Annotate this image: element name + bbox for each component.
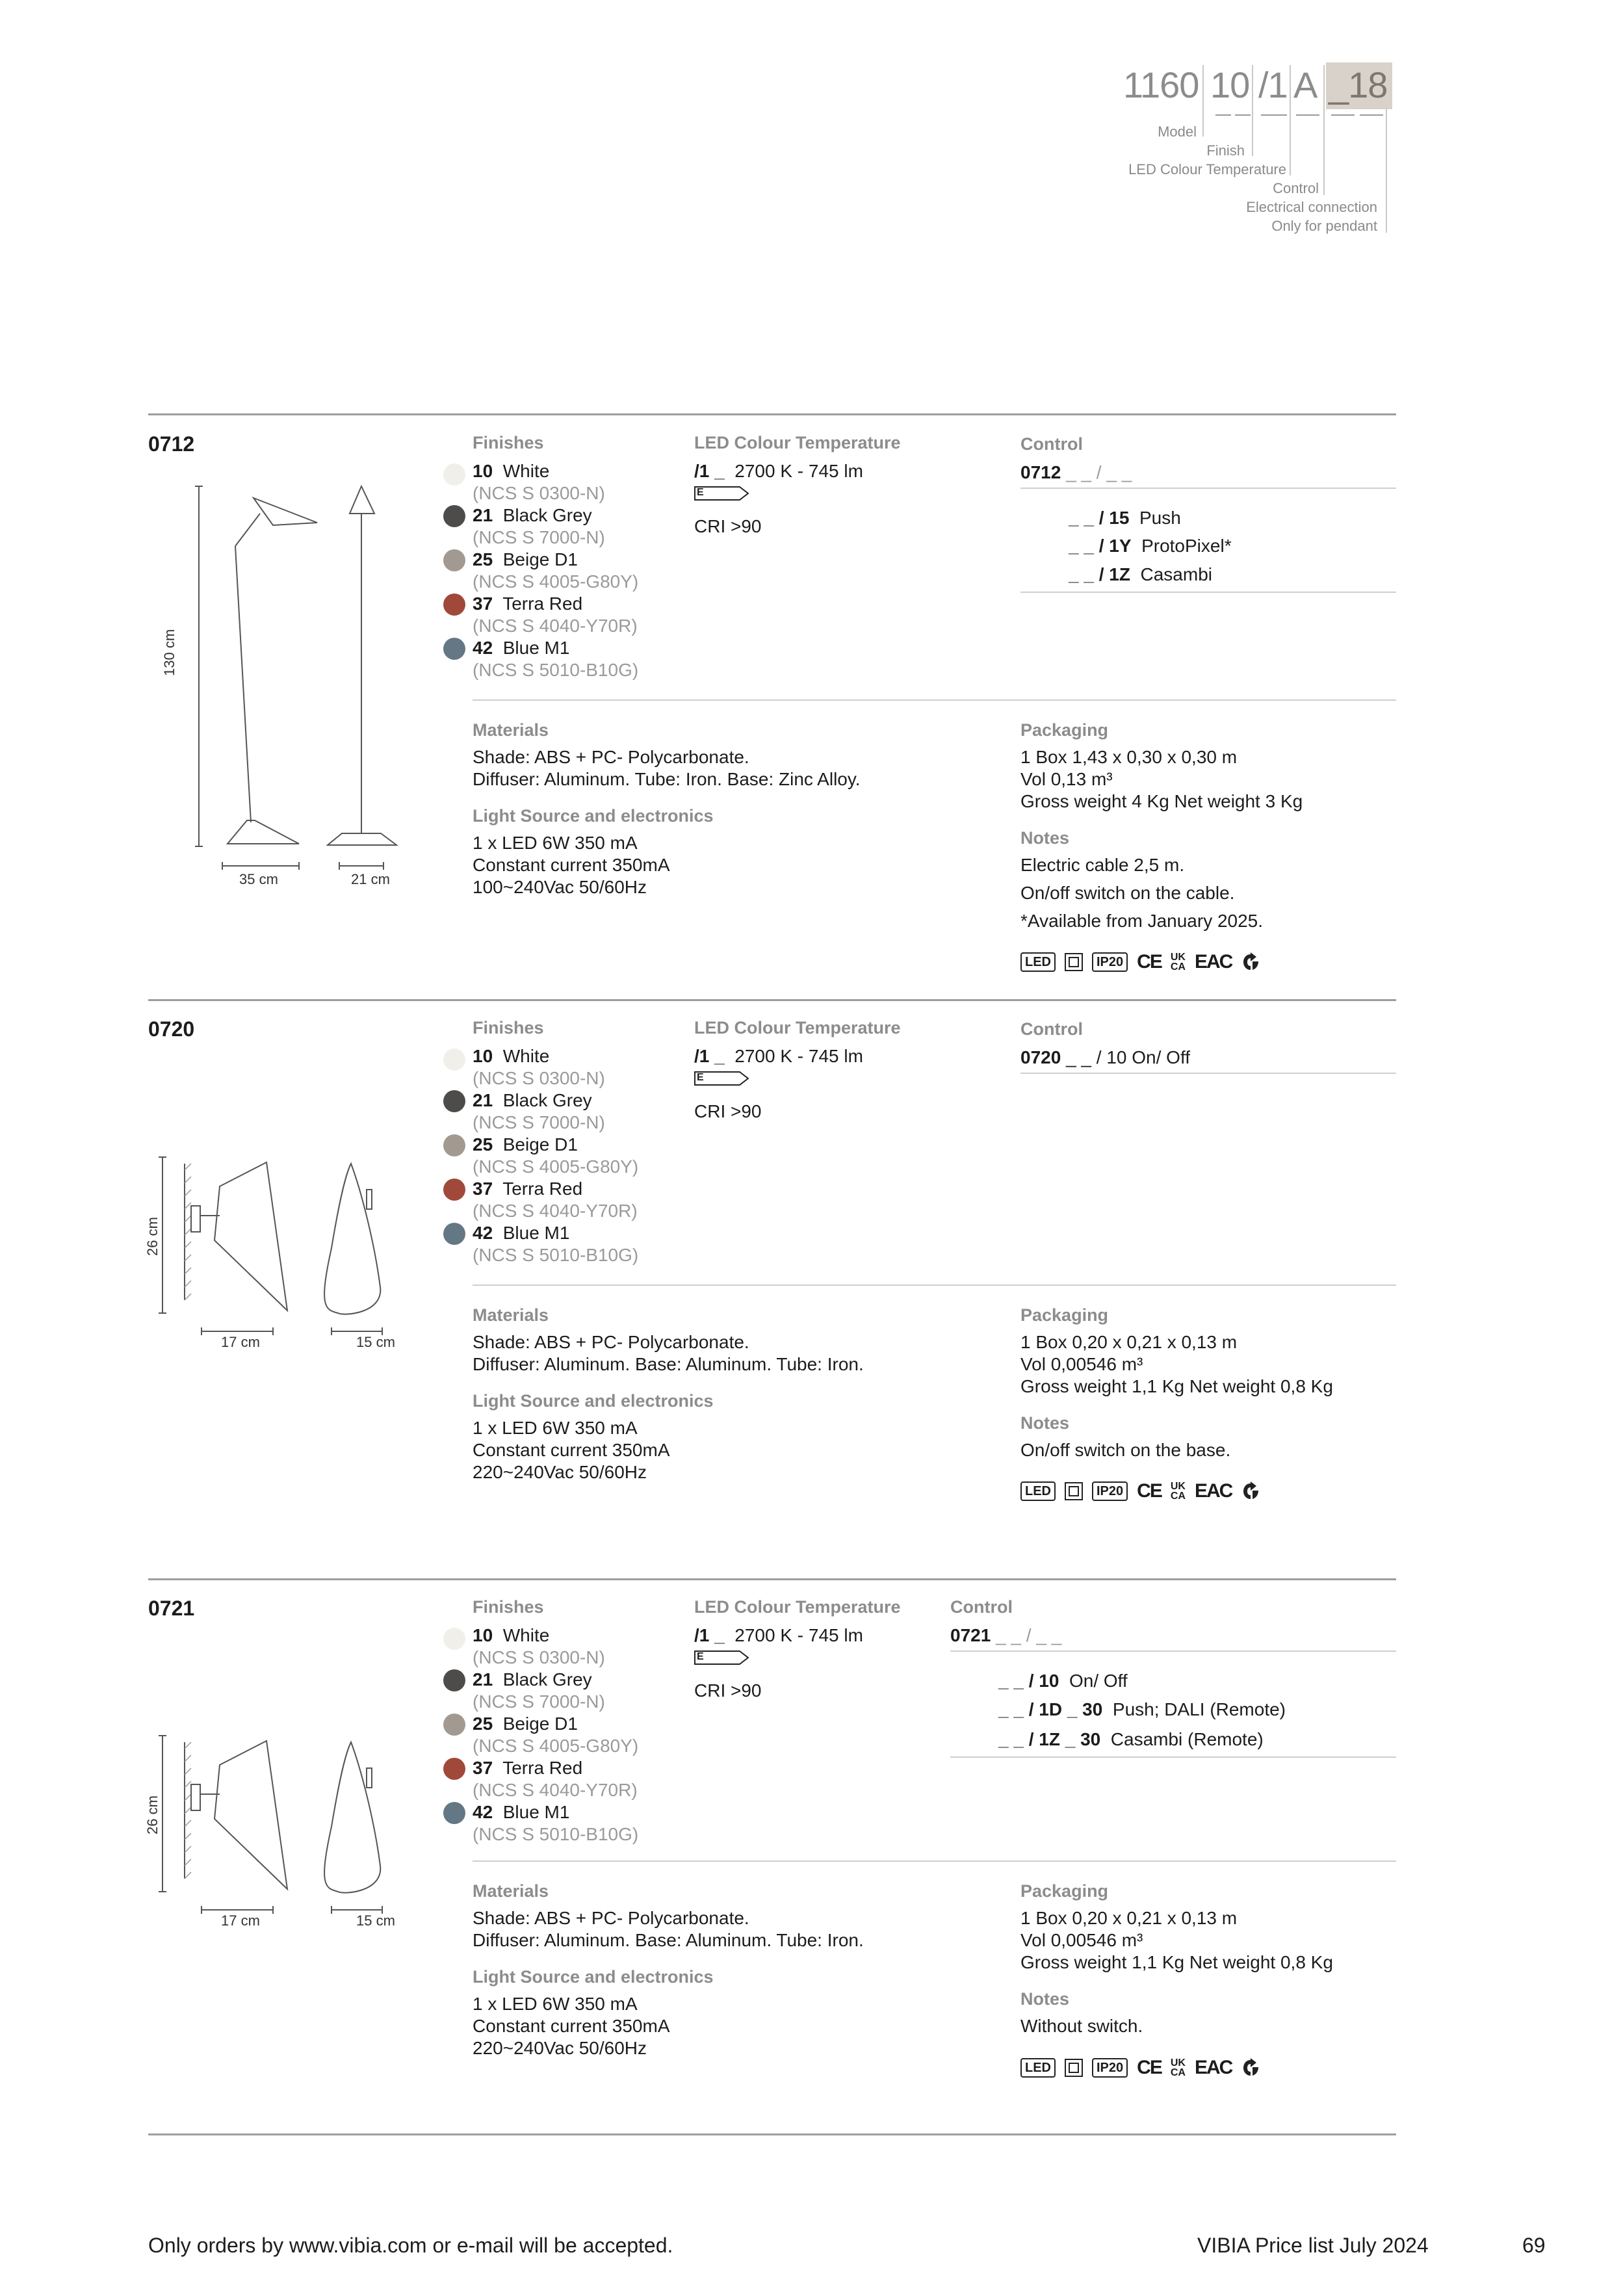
legend-model: Model bbox=[1158, 124, 1197, 140]
led-temp: /1 _ 2700 K - 745 lm bbox=[694, 461, 863, 481]
finishes-label: Finishes bbox=[473, 433, 544, 452]
swatch-beige bbox=[443, 549, 465, 571]
finish-ncs: (NCS S 7000-N) bbox=[473, 1112, 605, 1132]
light-line: 1 x LED 6W 350 mA bbox=[473, 1994, 638, 2014]
materials-line: Diffuser: Aluminum. Base: Aluminum. Tube: Iron. bbox=[473, 1354, 864, 1374]
legend-finish: Finish bbox=[1206, 142, 1245, 159]
ukca-mark: UK CA bbox=[1170, 2057, 1186, 2078]
section-divider bbox=[148, 1578, 1396, 1580]
finish-item: 37 Terra Red bbox=[473, 594, 583, 614]
packaging-line: Gross weight 4 Kg Net weight 3 Kg bbox=[1020, 791, 1303, 811]
legend-led: LED Colour Temperature bbox=[1128, 161, 1286, 177]
energy-class: E bbox=[697, 1651, 704, 1662]
ukca-mark: UK CA bbox=[1170, 952, 1186, 972]
light-line: 1 x LED 6W 350 mA bbox=[473, 1418, 638, 1438]
ce-mark: CE bbox=[1137, 951, 1162, 972]
control-option: _ _ / 1Y ProtoPixel* bbox=[1069, 536, 1232, 556]
swatch-white bbox=[443, 1628, 465, 1650]
code-connection: _18 bbox=[1329, 64, 1388, 105]
energy-class: E bbox=[697, 1072, 704, 1083]
materials-line: Diffuser: Aluminum. Tube: Iron. Base: Zinc Alloy. bbox=[473, 769, 861, 789]
finish-item: 10 White bbox=[473, 1046, 550, 1066]
eac-mark: EAC bbox=[1194, 951, 1232, 972]
led-badge: LED bbox=[1020, 2058, 1056, 2078]
ip20-badge: IP20 bbox=[1092, 952, 1128, 972]
swatch-white bbox=[443, 463, 465, 486]
product-code: 0721 bbox=[148, 1597, 195, 1620]
code-finish: 10 bbox=[1210, 64, 1250, 105]
swatch-blue bbox=[443, 1223, 465, 1245]
notes-line: Electric cable 2,5 m. bbox=[1020, 855, 1185, 875]
materials-label: Materials bbox=[473, 1305, 549, 1325]
packaging-line: 1 Box 0,20 x 0,21 x 0,13 m bbox=[1020, 1332, 1238, 1352]
dim-height: 130 cm bbox=[161, 629, 177, 676]
packaging-line: Gross weight 1,1 Kg Net weight 0,8 Kg bbox=[1020, 1376, 1333, 1396]
led-temp: /1 _ 2700 K - 745 lm bbox=[694, 1046, 863, 1066]
dim-width: 15 cm bbox=[356, 1912, 395, 1929]
cert-badges bbox=[1020, 951, 1260, 973]
light-line: 220~240Vac 50/60Hz bbox=[473, 2038, 647, 2058]
ip20-badge: IP20 bbox=[1092, 1481, 1128, 1501]
floor-lamp-drawing bbox=[162, 475, 409, 904]
finish-ncs: (NCS S 5010-B10G) bbox=[473, 1824, 639, 1844]
notes-label: Notes bbox=[1020, 1413, 1070, 1433]
packaging-line: 1 Box 1,43 x 0,30 x 0,30 m bbox=[1020, 747, 1238, 767]
light-line: Constant current 350mA bbox=[473, 855, 670, 875]
finish-item: 37 Terra Red bbox=[473, 1179, 583, 1199]
swatch-blue bbox=[443, 1802, 465, 1824]
control-main: 0720 _ _ / 10 On/ Off bbox=[1020, 1047, 1191, 1067]
recycle-icon bbox=[1241, 1481, 1260, 1501]
packaging-label: Packaging bbox=[1020, 1305, 1109, 1325]
packaging-line: Gross weight 1,1 Kg Net weight 0,8 Kg bbox=[1020, 1952, 1333, 1972]
packaging-label: Packaging bbox=[1020, 1881, 1109, 1901]
finish-ncs: (NCS S 4040-Y70R) bbox=[473, 616, 638, 636]
ip20-badge: IP20 bbox=[1092, 2058, 1128, 2078]
finishes-label: Finishes bbox=[473, 1597, 544, 1617]
finish-item: 25 Beige D1 bbox=[473, 1714, 578, 1734]
cri: CRI >90 bbox=[694, 1101, 762, 1121]
led-label: LED Colour Temperature bbox=[694, 433, 901, 452]
notes-label: Notes bbox=[1020, 1989, 1070, 2009]
finish-item: 10 White bbox=[473, 461, 550, 481]
recycle-icon bbox=[1241, 2058, 1260, 2078]
light-line: 100~240Vac 50/60Hz bbox=[473, 877, 647, 897]
led-label: LED Colour Temperature bbox=[694, 1018, 901, 1037]
control-main: 0721 _ _ / _ _ bbox=[950, 1625, 1062, 1645]
energy-class: E bbox=[697, 487, 704, 498]
finish-item: 21 Black Grey bbox=[473, 1669, 592, 1689]
code-control: A bbox=[1293, 64, 1318, 105]
light-line: 1 x LED 6W 350 mA bbox=[473, 833, 638, 853]
swatch-terra-red bbox=[443, 1179, 465, 1201]
section-divider bbox=[148, 413, 1396, 415]
class2-icon bbox=[1065, 2059, 1083, 2077]
light-label: Light Source and electronics bbox=[473, 1391, 714, 1411]
legend-control: Control bbox=[1273, 180, 1319, 196]
cri: CRI >90 bbox=[694, 1680, 762, 1701]
code-model: 1160 bbox=[1123, 64, 1199, 105]
finish-ncs: (NCS S 4005-G80Y) bbox=[473, 1156, 639, 1177]
materials-label: Materials bbox=[473, 1881, 549, 1901]
eac-mark: EAC bbox=[1194, 2057, 1232, 2078]
materials-line: Shade: ABS + PC- Polycarbonate. bbox=[473, 747, 749, 767]
product-code: 0720 bbox=[148, 1017, 195, 1041]
packaging-line: Vol 0,00546 m³ bbox=[1020, 1354, 1143, 1374]
notes-line: On/off switch on the cable. bbox=[1020, 883, 1235, 903]
wall-lamp-drawing bbox=[143, 1151, 429, 1352]
control-label: Control bbox=[950, 1597, 1013, 1617]
dim-width: 17 cm bbox=[221, 1334, 260, 1350]
ukca-mark: UK CA bbox=[1170, 1481, 1186, 1502]
finish-item: 42 Blue M1 bbox=[473, 1223, 570, 1243]
finish-ncs: (NCS S 0300-N) bbox=[473, 1068, 605, 1088]
notes-label: Notes bbox=[1020, 828, 1070, 848]
finish-ncs: (NCS S 0300-N) bbox=[473, 1647, 605, 1667]
light-line: Constant current 350mA bbox=[473, 2016, 670, 2036]
finish-item: 37 Terra Red bbox=[473, 1758, 583, 1778]
finish-ncs: (NCS S 0300-N) bbox=[473, 483, 605, 503]
swatch-terra-red bbox=[443, 594, 465, 616]
ce-mark: CE bbox=[1137, 2057, 1162, 2078]
finish-ncs: (NCS S 4040-Y70R) bbox=[473, 1201, 638, 1221]
finish-item: 25 Beige D1 bbox=[473, 549, 578, 569]
finish-ncs: (NCS S 5010-B10G) bbox=[473, 660, 639, 680]
legend-pendant: Only for pendant bbox=[1271, 218, 1377, 234]
led-temp: /1 _ 2700 K - 745 lm bbox=[694, 1625, 863, 1645]
packaging-line: Vol 0,13 m³ bbox=[1020, 769, 1113, 789]
recycle-icon bbox=[1241, 952, 1260, 972]
light-label: Light Source and electronics bbox=[473, 1967, 714, 1987]
finish-item: 42 Blue M1 bbox=[473, 1802, 570, 1822]
light-line: Constant current 350mA bbox=[473, 1440, 670, 1460]
swatch-blue bbox=[443, 638, 465, 660]
control-main: 0712 _ _ / _ _ bbox=[1020, 462, 1132, 482]
finish-ncs: (NCS S 4005-G80Y) bbox=[473, 571, 639, 592]
materials-line: Shade: ABS + PC- Polycarbonate. bbox=[473, 1908, 749, 1928]
legend-connection: Electrical connection bbox=[1246, 199, 1377, 215]
dim-width: 21 cm bbox=[351, 871, 390, 887]
cert-badges bbox=[1020, 2057, 1260, 2079]
cri: CRI >90 bbox=[694, 516, 762, 536]
finish-item: 21 Black Grey bbox=[473, 1090, 592, 1110]
swatch-black-grey bbox=[443, 1669, 465, 1691]
led-label: LED Colour Temperature bbox=[694, 1597, 901, 1617]
finish-item: 25 Beige D1 bbox=[473, 1134, 578, 1155]
finish-item: 10 White bbox=[473, 1625, 550, 1645]
footer-brand: VIBIA Price list July 2024 bbox=[1197, 2234, 1429, 2257]
finish-ncs: (NCS S 7000-N) bbox=[473, 527, 605, 547]
materials-label: Materials bbox=[473, 720, 549, 740]
swatch-beige bbox=[443, 1714, 465, 1736]
eac-mark: EAC bbox=[1194, 1480, 1232, 1502]
finishes-label: Finishes bbox=[473, 1018, 544, 1037]
class2-icon bbox=[1065, 953, 1083, 971]
control-option: _ _ / 1Z _ 30 Casambi (Remote) bbox=[998, 1729, 1264, 1749]
led-badge: LED bbox=[1020, 1481, 1056, 1501]
finish-item: 21 Black Grey bbox=[473, 505, 592, 525]
finish-ncs: (NCS S 7000-N) bbox=[473, 1691, 605, 1712]
packaging-label: Packaging bbox=[1020, 720, 1109, 740]
cert-badges bbox=[1020, 1480, 1260, 1502]
materials-line: Diffuser: Aluminum. Base: Aluminum. Tube: Iron. bbox=[473, 1930, 864, 1950]
finish-item: 42 Blue M1 bbox=[473, 638, 570, 658]
materials-line: Shade: ABS + PC- Polycarbonate. bbox=[473, 1332, 749, 1352]
control-option: _ _ / 1D _ 30 Push; DALI (Remote) bbox=[998, 1699, 1286, 1719]
section-divider bbox=[148, 2133, 1396, 2135]
swatch-terra-red bbox=[443, 1758, 465, 1780]
swatch-white bbox=[443, 1049, 465, 1071]
notes-line: *Available from January 2025. bbox=[1020, 911, 1264, 931]
swatch-black-grey bbox=[443, 505, 465, 527]
light-line: 220~240Vac 50/60Hz bbox=[473, 1462, 647, 1482]
control-option: _ _ / 1Z Casambi bbox=[1069, 564, 1212, 584]
dim-height: 26 cm bbox=[144, 1795, 161, 1834]
led-badge: LED bbox=[1020, 952, 1056, 972]
product-code: 0712 bbox=[148, 432, 195, 456]
packaging-line: Vol 0,00546 m³ bbox=[1020, 1930, 1143, 1950]
ce-mark: CE bbox=[1137, 1480, 1162, 1502]
code-led: /1 bbox=[1258, 64, 1288, 105]
dim-width: 17 cm bbox=[221, 1912, 260, 1929]
light-label: Light Source and electronics bbox=[473, 806, 714, 826]
packaging-line: 1 Box 0,20 x 0,21 x 0,13 m bbox=[1020, 1908, 1238, 1928]
footer-orders-note: Only orders by www.vibia.com or e-mail will be accepted. bbox=[148, 2234, 673, 2257]
swatch-black-grey bbox=[443, 1090, 465, 1112]
control-label: Control bbox=[1020, 434, 1083, 454]
notes-line: Without switch. bbox=[1020, 2016, 1143, 2036]
swatch-beige bbox=[443, 1134, 465, 1156]
control-label: Control bbox=[1020, 1019, 1083, 1039]
finish-ncs: (NCS S 4005-G80Y) bbox=[473, 1736, 639, 1756]
dim-height: 26 cm bbox=[144, 1217, 161, 1256]
finish-ncs: (NCS S 4040-Y70R) bbox=[473, 1780, 638, 1800]
page-number: 69 bbox=[1522, 2234, 1546, 2257]
section-divider bbox=[148, 999, 1396, 1001]
finish-ncs: (NCS S 5010-B10G) bbox=[473, 1245, 639, 1265]
dim-width: 35 cm bbox=[239, 871, 278, 887]
class2-icon bbox=[1065, 1482, 1083, 1500]
wall-lamp-drawing bbox=[143, 1729, 429, 1931]
notes-line: On/off switch on the base. bbox=[1020, 1440, 1231, 1460]
control-option: _ _ / 15 Push bbox=[1069, 508, 1181, 528]
dim-width: 15 cm bbox=[356, 1334, 395, 1350]
control-option: _ _ / 10 On/ Off bbox=[998, 1671, 1128, 1691]
